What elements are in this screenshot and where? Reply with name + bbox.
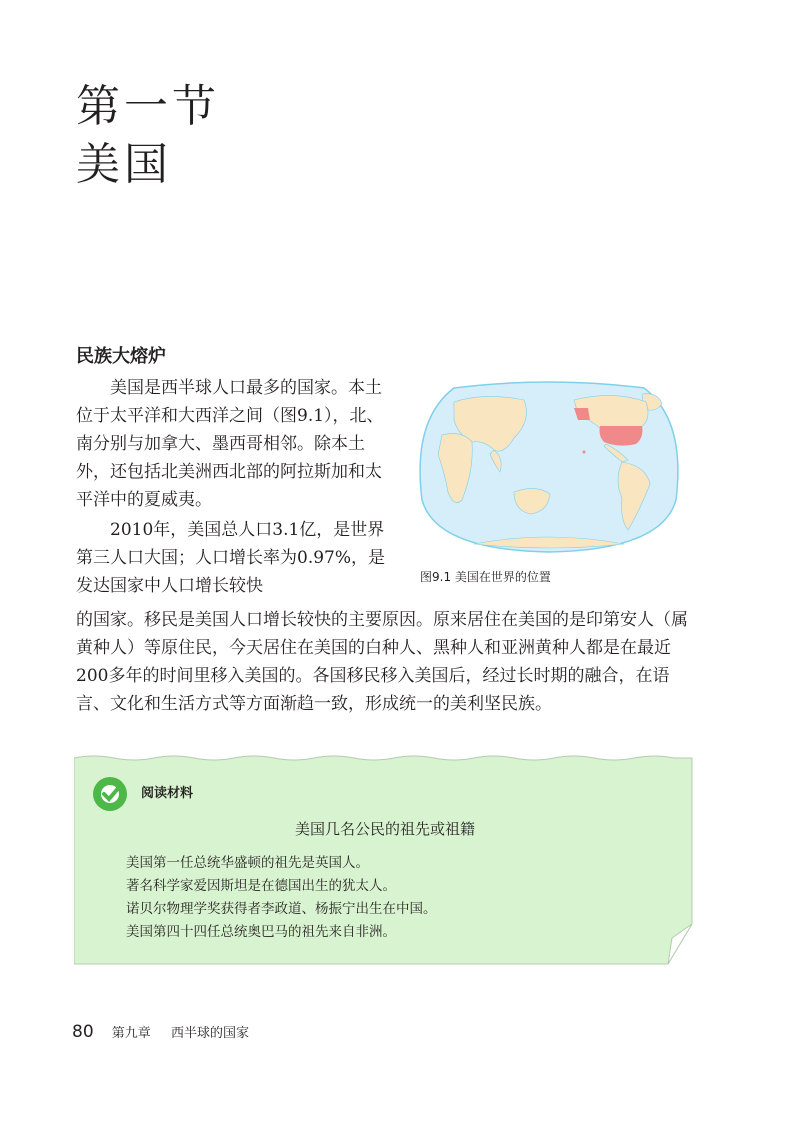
reading-material-box bbox=[74, 754, 696, 966]
chapter-title: 西半球的国家 bbox=[170, 1026, 249, 1041]
figure-caption: 图9.1 美国在世界的位置 bbox=[420, 570, 551, 584]
list-item: 著名科学家爱因斯坦是在德国出生的犹太人。 bbox=[126, 878, 396, 894]
title-line-1: 第一节 bbox=[76, 81, 220, 132]
reading-list bbox=[126, 852, 437, 944]
list-item: 美国第一任总统华盛顿的祖先是英国人。 bbox=[126, 855, 369, 871]
page-title bbox=[76, 78, 220, 194]
reading-icon bbox=[90, 774, 134, 814]
list-item: 美国第四十四任总统奥巴马的祖先来自非洲。 bbox=[126, 924, 396, 940]
paragraph-1: 美国是西半球人口最多的国家。本土位于太平洋和大西洋之间（图9.1），北、南分别与加拿大、墨西哥相邻。除本土外，还包括北美洲西北部的阿拉斯加和太平洋中的夏威夷。 bbox=[76, 378, 384, 510]
paragraph-2: 2010年，美国总人口3.1亿，是世界第三人口大国；人口增长率为0.97%，是发达国家中人口增长较快 bbox=[76, 520, 386, 596]
section-heading: 民族大熔炉 bbox=[76, 346, 166, 367]
reading-title: 美国几名公民的祖先或祖籍 bbox=[294, 820, 475, 838]
page-footer bbox=[72, 1022, 249, 1042]
paragraph-3: 的国家。移民是美国人口增长较快的主要原因。原来居住在美国的是印第安人（属黄种人）等原住民，今天居住在美国的白种人、黑种人和亚洲黄种人都是在最近200多年的时间里移入美国的。各国移民移入美国后，经过长时期的融合，在语言、文化和生活方式等方面渐趋一致，形成统一的美利坚民族。 bbox=[76, 610, 688, 714]
world-map-figure bbox=[414, 380, 684, 556]
page-number: 80 bbox=[72, 1022, 94, 1042]
reading-label: 阅读材料 bbox=[141, 786, 194, 801]
list-item: 诺贝尔物理学奖获得者李政道、杨振宁出生在中国。 bbox=[126, 901, 437, 917]
chapter-number: 第九章 bbox=[111, 1026, 151, 1041]
title-line-2: 美国 bbox=[76, 139, 172, 190]
world-map-icon bbox=[414, 380, 684, 556]
